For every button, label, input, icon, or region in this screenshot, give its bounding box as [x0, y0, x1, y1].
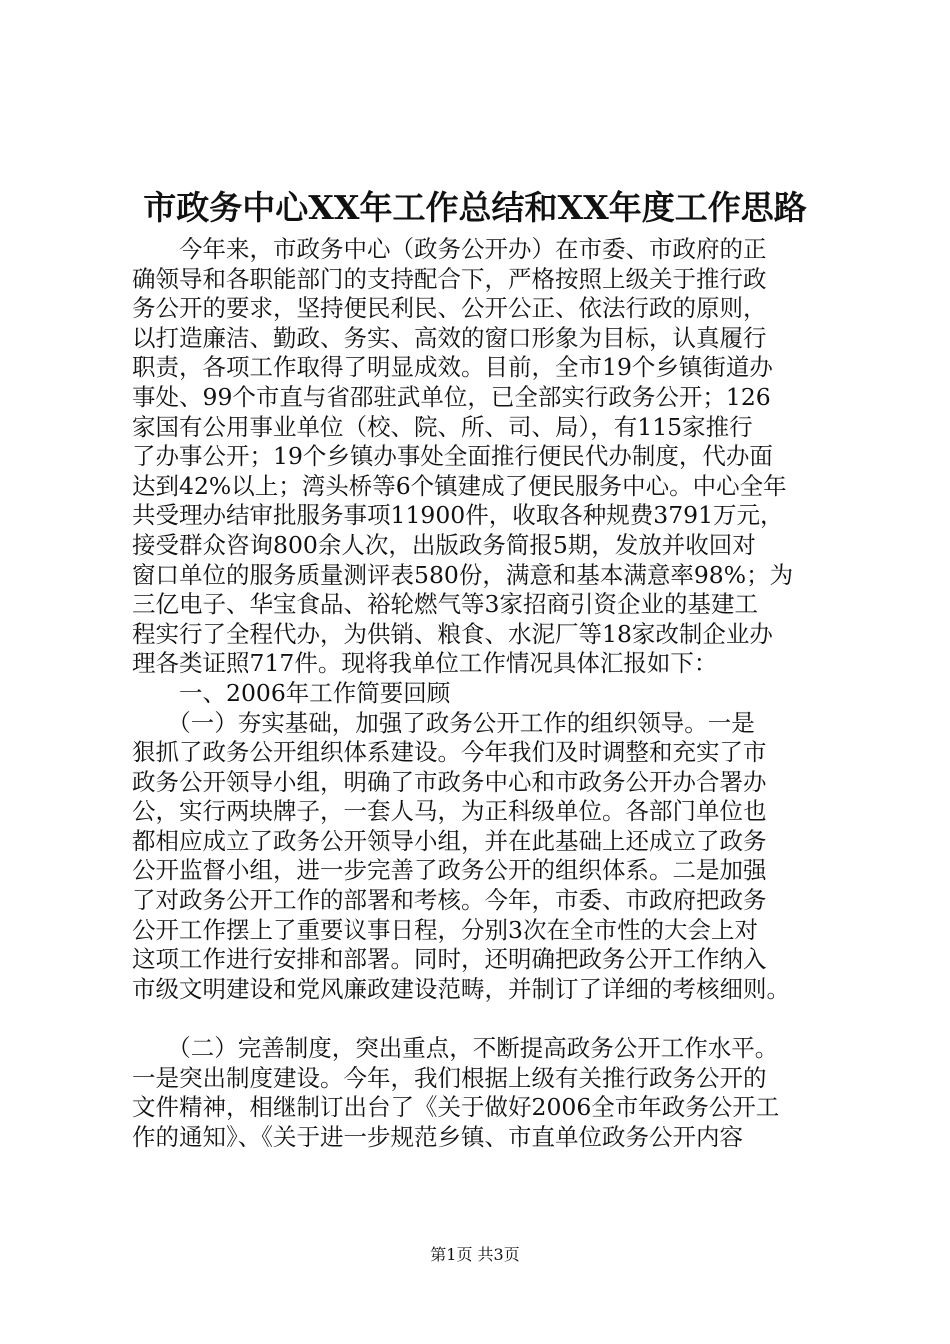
- body-line: 事处、99个市直与省邵驻武单位，已全部实行政务公开；126: [132, 382, 771, 411]
- body-line: 文件精神，相继制订出台了《关于做好2006全市年政务公开工: [132, 1093, 780, 1122]
- body-line: （一）夯实基础，加强了政务公开工作的组织领导。一是: [132, 708, 755, 737]
- body-line: 确领导和各职能部门的支持配合下，严格按照上级关于推行政: [132, 264, 767, 293]
- body-line: 理各类证照717件。现将我单位工作情况具体汇报如下：: [132, 649, 718, 678]
- page-footer: 第1页 共3页: [430, 1245, 520, 1264]
- document-body: [132, 235, 852, 1152]
- body-line: 政务公开领导小组，明确了市政务中心和市政务公开办合署办: [132, 767, 767, 796]
- body-line: 务公开的要求，坚持便民利民、公开公正、依法行政的原则，: [132, 294, 767, 323]
- document-title: 市政务中心XX年工作总结和XX年度工作思路: [143, 188, 807, 227]
- body-line: 职责，各项工作取得了明显成效。目前，全市19个乡镇街道办: [132, 353, 773, 382]
- body-line: 狠抓了政务公开组织体系建设。今年我们及时调整和充实了市: [132, 738, 767, 767]
- body-line: （二）完善制度，突出重点，不断提高政务公开工作水平。: [132, 1034, 779, 1063]
- body-line: 了办事公开；19个乡镇办事处全面推行便民代办制度，代办面: [132, 442, 773, 471]
- body-line: 一是突出制度建设。今年，我们根据上级有关推行政务公开的: [132, 1063, 767, 1092]
- body-line: 家国有公用事业单位（校、院、所、司、局），有115家推行: [132, 412, 753, 441]
- body-line: 公开监督小组，进一步完善了政务公开的组织体系。二是加强: [132, 856, 767, 885]
- body-line: 三亿电子、华宝食品、裕轮燃气等3家招商引资企业的基建工: [132, 590, 758, 619]
- body-line: 接受群众咨询800余人次，出版政务简报5期，发放并收回对: [132, 530, 756, 559]
- body-line: 了对政务公开工作的部署和考核。今年，市委、市政府把政务: [132, 886, 767, 915]
- blank-line: [132, 1004, 852, 1034]
- body-line: 以打造廉洁、勤政、务实、高效的窗口形象为目标，认真履行: [132, 323, 767, 352]
- body-line: 一、2006年工作简要回顾: [132, 678, 451, 707]
- body-line: 公，实行两块牌子，一套人马，为正科级单位。各部门单位也: [132, 797, 767, 826]
- body-line: 作的通知》、《关于进一步规范乡镇、市直单位政务公开内容: [132, 1122, 743, 1151]
- body-line: 共受理办结审批服务事项11900件，收取各种规费3791万元，: [132, 501, 784, 530]
- body-line: 都相应成立了政务公开领导小组，并在此基础上还成立了政务: [132, 826, 767, 855]
- body-line: 市级文明建设和党风廉政建设范畴，并制订了详细的考核细则。: [132, 974, 790, 1003]
- body-line: 公开工作摆上了重要议事日程，分别3次在全市性的大会上对: [132, 915, 758, 944]
- body-line: 今年来，市政务中心（政务公开办）在市委、市政府的正: [132, 235, 767, 263]
- body-line: 这项工作进行安排和部署。同时，还明确把政务公开工作纳入: [132, 945, 767, 974]
- body-line: 达到42%以上；湾头桥等6个镇建成了便民服务中心。中心全年: [132, 471, 787, 500]
- body-line: 程实行了全程代办，为供销、粮食、水泥厂等18家改制企业办: [132, 619, 773, 648]
- body-line: 窗口单位的服务质量测评表580份，满意和基本满意率98%；为: [132, 560, 794, 589]
